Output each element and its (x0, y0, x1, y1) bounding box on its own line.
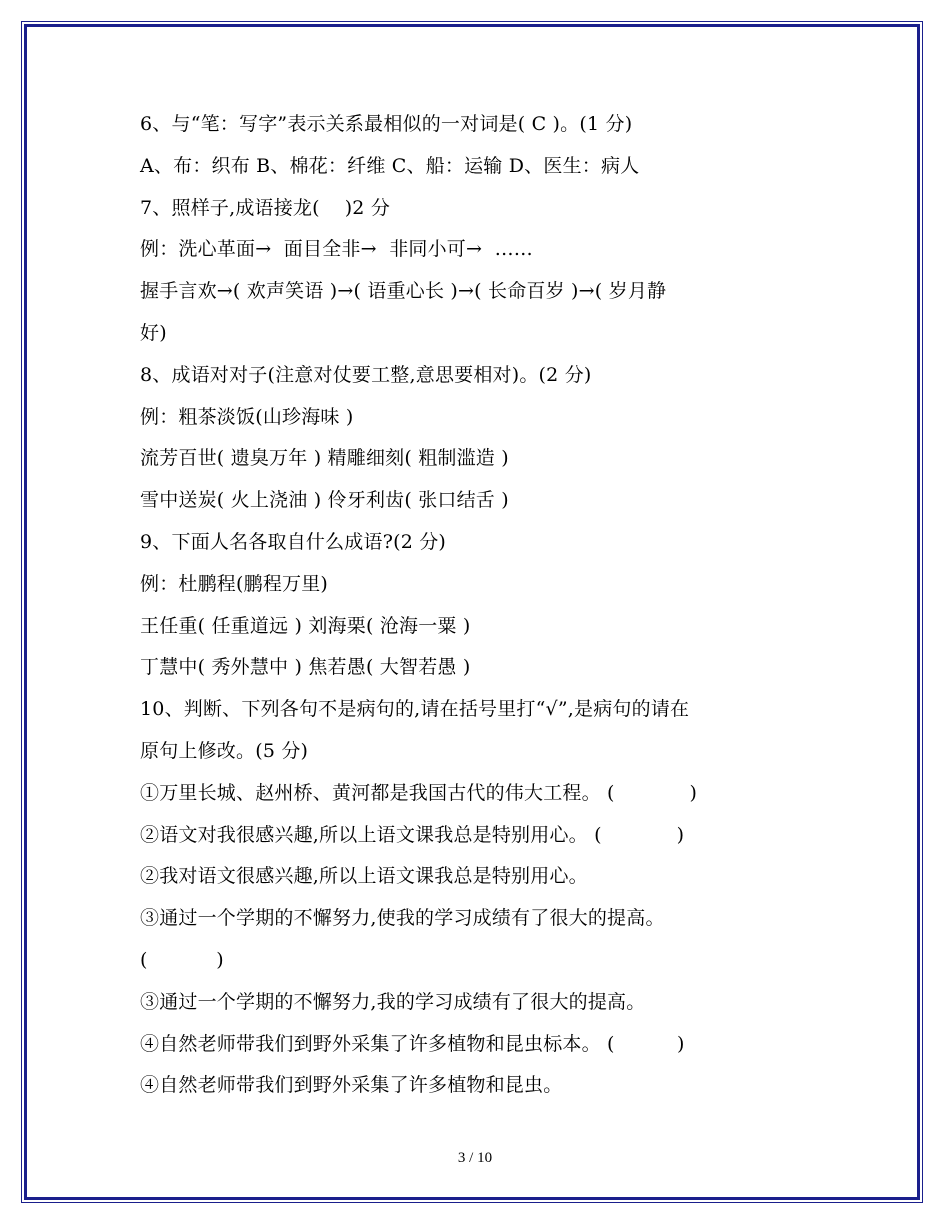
question-7-answer: 握手言欢→( 欢声笑语 )→( 语重心长 )→( 长命百岁 )→( 岁月静 (140, 280, 667, 303)
page-number: 3 / 10 (457, 1150, 493, 1166)
question-8: 8、成语对对子(注意对仗要工整,意思要相对)。(2 分) (140, 363, 592, 386)
sentence-3-bracket: ( ) (140, 948, 224, 971)
question-6: 6、与“笔：写字”表示关系最相似的一对词是( C )。(1 分) (140, 113, 633, 135)
question-8-answer-1: 流芳百世( 遗臭万年 ) 精雕细刻( 粗制滥造 ) (140, 447, 509, 470)
question-7: 7、照样子,成语接龙( )2 分 (140, 196, 391, 219)
question-9: 9、下面人名各取自什么成语?(2 分) (140, 530, 447, 553)
sentence-3: ③通过一个学期的不懈努力,使我的学习成绩有了很大的提高。 (140, 907, 665, 930)
question-9-example: 例：杜鹏程(鹏程万里) (140, 572, 329, 595)
sentence-4: ④自然老师带我们到野外采集了许多植物和昆虫标本。 ( ) (140, 1032, 685, 1055)
question-10-cont: 原句上修改。(5 分) (140, 739, 309, 762)
question-9-answer-2: 丁慧中( 秀外慧中 ) 焦若愚( 大智若愚 ) (140, 656, 471, 679)
question-7-answer-cont: 好) (140, 321, 167, 344)
sentence-2: ②语文对我很感兴趣,所以上语文课我总是特别用心。 ( ) (140, 823, 685, 846)
question-8-example: 例：粗茶淡饭(山珍海味 ) (140, 405, 354, 428)
question-7-example: 例：洗心革面→ 面目全非→ 非同小可→ …… (140, 238, 533, 261)
sentence-1: ①万里长城、赵州桥、黄河都是我国古代的伟大工程。 ( ) (140, 781, 698, 804)
question-6-options: A、布：织布 B、棉花：纤维 C、船：运输 D、医生：病人 (140, 154, 640, 177)
question-10: 10、判断、下列各句不是病句的,请在括号里打“√”,是病句的请在 (140, 698, 690, 721)
question-9-answer-1: 王任重( 任重道远 ) 刘海栗( 沧海一粟 ) (140, 614, 471, 637)
sentence-2-corrected: ②我对语文很感兴趣,所以上语文课我总是特别用心。 (140, 865, 588, 888)
sentence-4-corrected: ④自然老师带我们到野外采集了许多植物和昆虫。 (140, 1074, 563, 1097)
question-8-answer-2: 雪中送炭( 火上浇油 ) 伶牙利齿( 张口结舌 ) (140, 489, 509, 512)
document-body (140, 104, 820, 1107)
sentence-3-corrected: ③通过一个学期的不懈努力,我的学习成绩有了很大的提高。 (140, 990, 646, 1013)
